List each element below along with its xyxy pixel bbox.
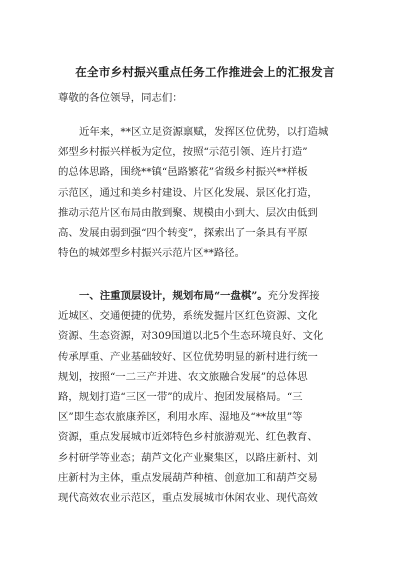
paragraph-line: 近年来，**区立足资源禀赋，发挥区位优势，以打造城 bbox=[79, 126, 329, 138]
paragraph-line: 资源，重点发展城市近郊特色乡村旅游观光、红色教育、 bbox=[58, 431, 318, 444]
paragraph-line: 推动示范片区布局由散到聚、规模由小到大、层次由低到 bbox=[58, 206, 318, 219]
paragraph-line: 近城区、交通便捷的优势，系统发掘片区红色资源、文化 bbox=[58, 310, 318, 323]
paragraph-first-line bbox=[58, 286, 358, 306]
document-title: 在全市乡村振兴重点任务工作推进会上的汇报发言 bbox=[75, 65, 335, 79]
paragraph-line: 规划，按照“一二三产并进、农文旅融合发展”的总体思 bbox=[58, 370, 308, 383]
paragraph-line: 庄新村为主体，重点发展葫芦种植、创意加工和葫芦交易 bbox=[58, 471, 318, 484]
paragraph-line: 示范区，通过和美乡村建设、片区化发展、景区化打造， bbox=[58, 186, 318, 199]
paragraph-line: 高、发展由弱到强“四个转变”，探索出了一条具有平原 bbox=[58, 227, 308, 240]
paragraph-section-one bbox=[58, 286, 358, 508]
paragraph-line: 路，规划打造“三区一带”的成片、抱团发展格局。“三 bbox=[58, 391, 303, 404]
paragraph-intro bbox=[58, 122, 358, 263]
salutation: 尊敬的各位领导，同志们： bbox=[58, 92, 183, 104]
paragraph-line: 乡村研学等业态；葫芦文化产业聚集区，以路庄新村、刘 bbox=[58, 451, 318, 464]
section-heading-tail: 充分发挥接 bbox=[267, 290, 320, 302]
paragraph-line: 资源、生态资源，对309国道以北5个生态环境良好、文化 bbox=[58, 330, 324, 343]
paragraph-line: 特色的城郊型乡村振兴示范片区**路径。 bbox=[58, 247, 246, 260]
paragraph-line: 区”即生态农旅康养区，利用水库、湿地及“**故里”等 bbox=[58, 411, 303, 424]
section-heading: 一、注重顶层设计，规划布局“一盘棋”。 bbox=[79, 290, 268, 302]
paragraph-line: 现代高效农业示范区，重点发展城市休闲农业、现代高效 bbox=[58, 492, 318, 505]
paragraph-line: 的总体思路，围绕**镇“邑路繁花”省级乡村振兴**样板 bbox=[58, 166, 308, 179]
paragraph-line: 传承厚重、产业基础较好、区位优势明显的新村进行统一 bbox=[58, 350, 318, 363]
paragraph-line: 郊型乡村振兴样板为定位，按照“示范引领、连片打造” bbox=[58, 146, 308, 159]
